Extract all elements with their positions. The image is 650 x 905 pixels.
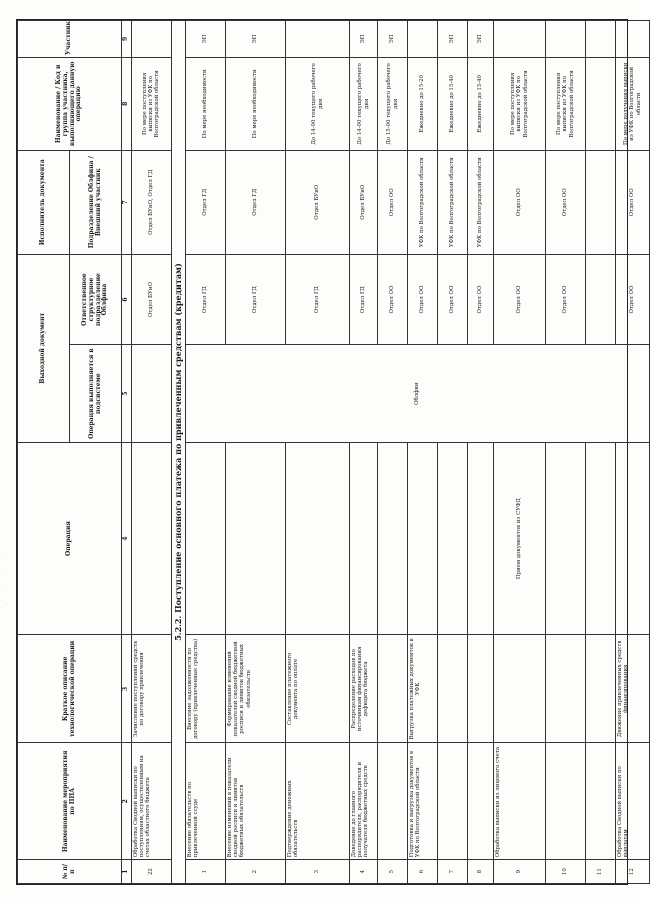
row-operation	[226, 442, 286, 634]
row-short	[546, 635, 586, 743]
row-signature	[616, 21, 650, 58]
row-number: 7	[438, 860, 468, 884]
row-name: Доведение до главного распорядителя, распорядителя и получателя бюджетных средств	[350, 743, 378, 860]
row-name: Внесение изменений в показатели сводной росписи и лимитов бюджетных обязательств	[226, 743, 286, 860]
row-operation	[586, 442, 616, 634]
row-short: Движение привлеченных средств финансирования	[616, 635, 650, 743]
column-number: 3	[122, 635, 132, 743]
row-signature	[546, 21, 586, 58]
header-attention: Наименование / Код и группа участника, выполняющего данную операцию	[18, 57, 122, 150]
row-subsystem: Облфин	[186, 345, 650, 442]
row-short: Формирование изменений показателей сводной бюджетной росписи и лимитов бюджетных обязательств	[226, 635, 286, 743]
row-operation	[408, 442, 438, 634]
row-signature	[494, 21, 546, 58]
row-name	[438, 743, 468, 860]
row-operation	[131, 442, 171, 634]
row-signature: ЭП	[468, 21, 494, 58]
row-signature: ЭП	[226, 21, 286, 58]
row-executor: Отдел ОО	[546, 150, 586, 254]
row-operation	[286, 442, 350, 634]
column-number: 4	[122, 442, 132, 634]
row-signature: ЭП	[186, 21, 226, 58]
header-output-resp: Ответственное структурное подразделение Облфина	[70, 254, 122, 345]
row-executor: Отдел ОО	[494, 150, 546, 254]
row-number: 10	[546, 860, 586, 884]
row-term: Ежедневно до 15-20	[408, 57, 438, 150]
row-executor: УФК по Волгоградской области	[408, 150, 438, 254]
header-operation: Операция	[18, 442, 122, 634]
column-number: 9	[122, 21, 132, 58]
row-short: Зачисление поступлений средств по договору привлечения	[131, 635, 171, 743]
row-short	[586, 635, 616, 743]
row-operation	[468, 442, 494, 634]
row-operation	[350, 442, 378, 634]
row-responsible	[586, 254, 616, 345]
row-short	[468, 635, 494, 743]
row-responsible: Отдел БУиО	[131, 254, 171, 345]
row-number: 2	[226, 860, 286, 884]
row-number: 1	[186, 860, 226, 884]
header-output-sub: Операция выполняется в подсистеме	[70, 345, 122, 442]
row-executor: Отдел ГД	[186, 150, 226, 254]
header-executor-sub: Подразделение Облфина / Внешний участник	[70, 150, 122, 254]
row-term: По мере получения выписки из УФК по Волгоградской области	[616, 57, 650, 150]
row-number: 3	[286, 860, 350, 884]
row-operation	[378, 442, 408, 634]
row-executor	[586, 150, 616, 254]
row-term: По мере поступления выписки из УФК по Волгоградской области	[546, 57, 586, 150]
column-number: 6	[122, 254, 132, 345]
row-term: По мере необходимости	[226, 57, 286, 150]
row-term: До 14-00 текущего рабочего дня	[286, 57, 350, 150]
row-executor: Отдел ГД	[226, 150, 286, 254]
row-name	[586, 743, 616, 860]
row-responsible: Отдел ОО	[546, 254, 586, 345]
header-no: № п/п	[18, 860, 122, 884]
row-responsible: Отдел ОО	[616, 254, 650, 345]
header-attention-short: Участник	[18, 21, 122, 58]
row-responsible: Отдел ОО	[378, 254, 408, 345]
row-name: Обработка Сводной выписки по поступлениям, осуществленным на счетах областного бюджета	[131, 743, 171, 860]
row-name: Подготовка и выгрузка документов в УФК по Волгоградской области	[408, 743, 438, 860]
column-number: 8	[122, 57, 132, 150]
row-executor: Отдел БУиО	[286, 150, 350, 254]
row-executor: Отдел БУиО	[350, 150, 378, 254]
row-name: Подтверждение денежных обязательств	[286, 743, 350, 860]
row-signature	[408, 21, 438, 58]
row-executor: Отдел БУиО, Отдел ГД	[131, 150, 171, 254]
header-short: Краткое описание технологической операции	[18, 635, 122, 743]
procedure-table	[17, 20, 650, 884]
row-executor: УФК по Волгоградской области	[468, 150, 494, 254]
row-operation: Прием документов из СУФД	[494, 442, 546, 634]
row-executor: УФК по Волгоградской области	[438, 150, 468, 254]
row-subsystem	[131, 345, 171, 442]
section-title: 5.2.2. Поступление основного платежа по привлеченным средствам (кредитам)	[171, 21, 185, 884]
header-name: Наименование мероприятия по ППА	[18, 743, 122, 860]
row-signature: ЭП	[438, 21, 468, 58]
row-responsible: Отдел ОО	[468, 254, 494, 345]
row-signature	[286, 21, 350, 58]
row-operation	[546, 442, 586, 634]
row-number: 5	[378, 860, 408, 884]
row-operation	[186, 442, 226, 634]
column-number: 7	[122, 150, 132, 254]
row-number: 6	[408, 860, 438, 884]
column-number: 1	[122, 860, 132, 884]
row-signature: ЭП	[350, 21, 378, 58]
row-short: Выгрузка платежных документов в УФК	[408, 635, 438, 743]
row-name: Обработка выписки из лицевого счета	[494, 743, 546, 860]
row-short	[494, 635, 546, 743]
row-operation	[438, 442, 468, 634]
row-responsible: Отдел ГД	[186, 254, 226, 345]
header-output: Выходной документ	[18, 254, 70, 442]
row-term: До 14-00 текущего рабочего дня	[350, 57, 378, 150]
scan-artifact: · · · ·	[4, 551, 10, 605]
row-responsible: Отдел ОО	[438, 254, 468, 345]
row-responsible: Отдел ГД	[286, 254, 350, 345]
row-name	[378, 743, 408, 860]
row-responsible: Отдел ОО	[408, 254, 438, 345]
row-term: По мере необходимости	[186, 57, 226, 150]
row-executor: Отдел ОО	[616, 150, 650, 254]
row-term	[586, 57, 616, 150]
row-number: 8	[468, 860, 494, 884]
row-operation	[616, 442, 650, 634]
row-number: 12	[616, 860, 650, 884]
row-term: Ежедневно до 15-40	[438, 57, 468, 150]
row-responsible: Отдел ОО	[494, 254, 546, 345]
row-number: 9	[494, 860, 546, 884]
row-short: Внесение задолженности по договору (привлеченные средства)	[186, 635, 226, 743]
row-signature: ЭП	[378, 21, 408, 58]
row-number: 11	[586, 860, 616, 884]
row-short: Распределение расходов по источникам финансирования дефицита бюджета	[350, 635, 378, 743]
row-term: По мере поступления выписки из УФК по Волгоградской области	[131, 57, 171, 150]
column-number: 5	[122, 345, 132, 442]
row-executor: Отдел ОО	[378, 150, 408, 254]
row-name: Внесение обязательств по привлеченной ссуде	[186, 743, 226, 860]
row-term: До 15-00 текущего рабочего дня	[378, 57, 408, 150]
row-term: По мере поступления выписки из УФК по Волгоградской области	[494, 57, 546, 150]
row-number: 22	[131, 860, 171, 884]
table-frame	[16, 19, 642, 885]
row-short	[378, 635, 408, 743]
row-term: Ежедневно до 15-40	[468, 57, 494, 150]
row-signature	[586, 21, 616, 58]
row-responsible: Отдел ГД	[226, 254, 286, 345]
row-signature	[131, 21, 171, 58]
row-responsible: Отдел ГД	[350, 254, 378, 345]
row-name	[468, 743, 494, 860]
row-number: 4	[350, 860, 378, 884]
row-name	[546, 743, 586, 860]
header-executor: Исполнитель документа	[18, 150, 70, 254]
row-short: Составление платежного документа по оплате	[286, 635, 350, 743]
row-short	[438, 635, 468, 743]
column-number: 2	[122, 743, 132, 860]
row-name: Обработка Сводной выписки по выплатам	[616, 743, 650, 860]
